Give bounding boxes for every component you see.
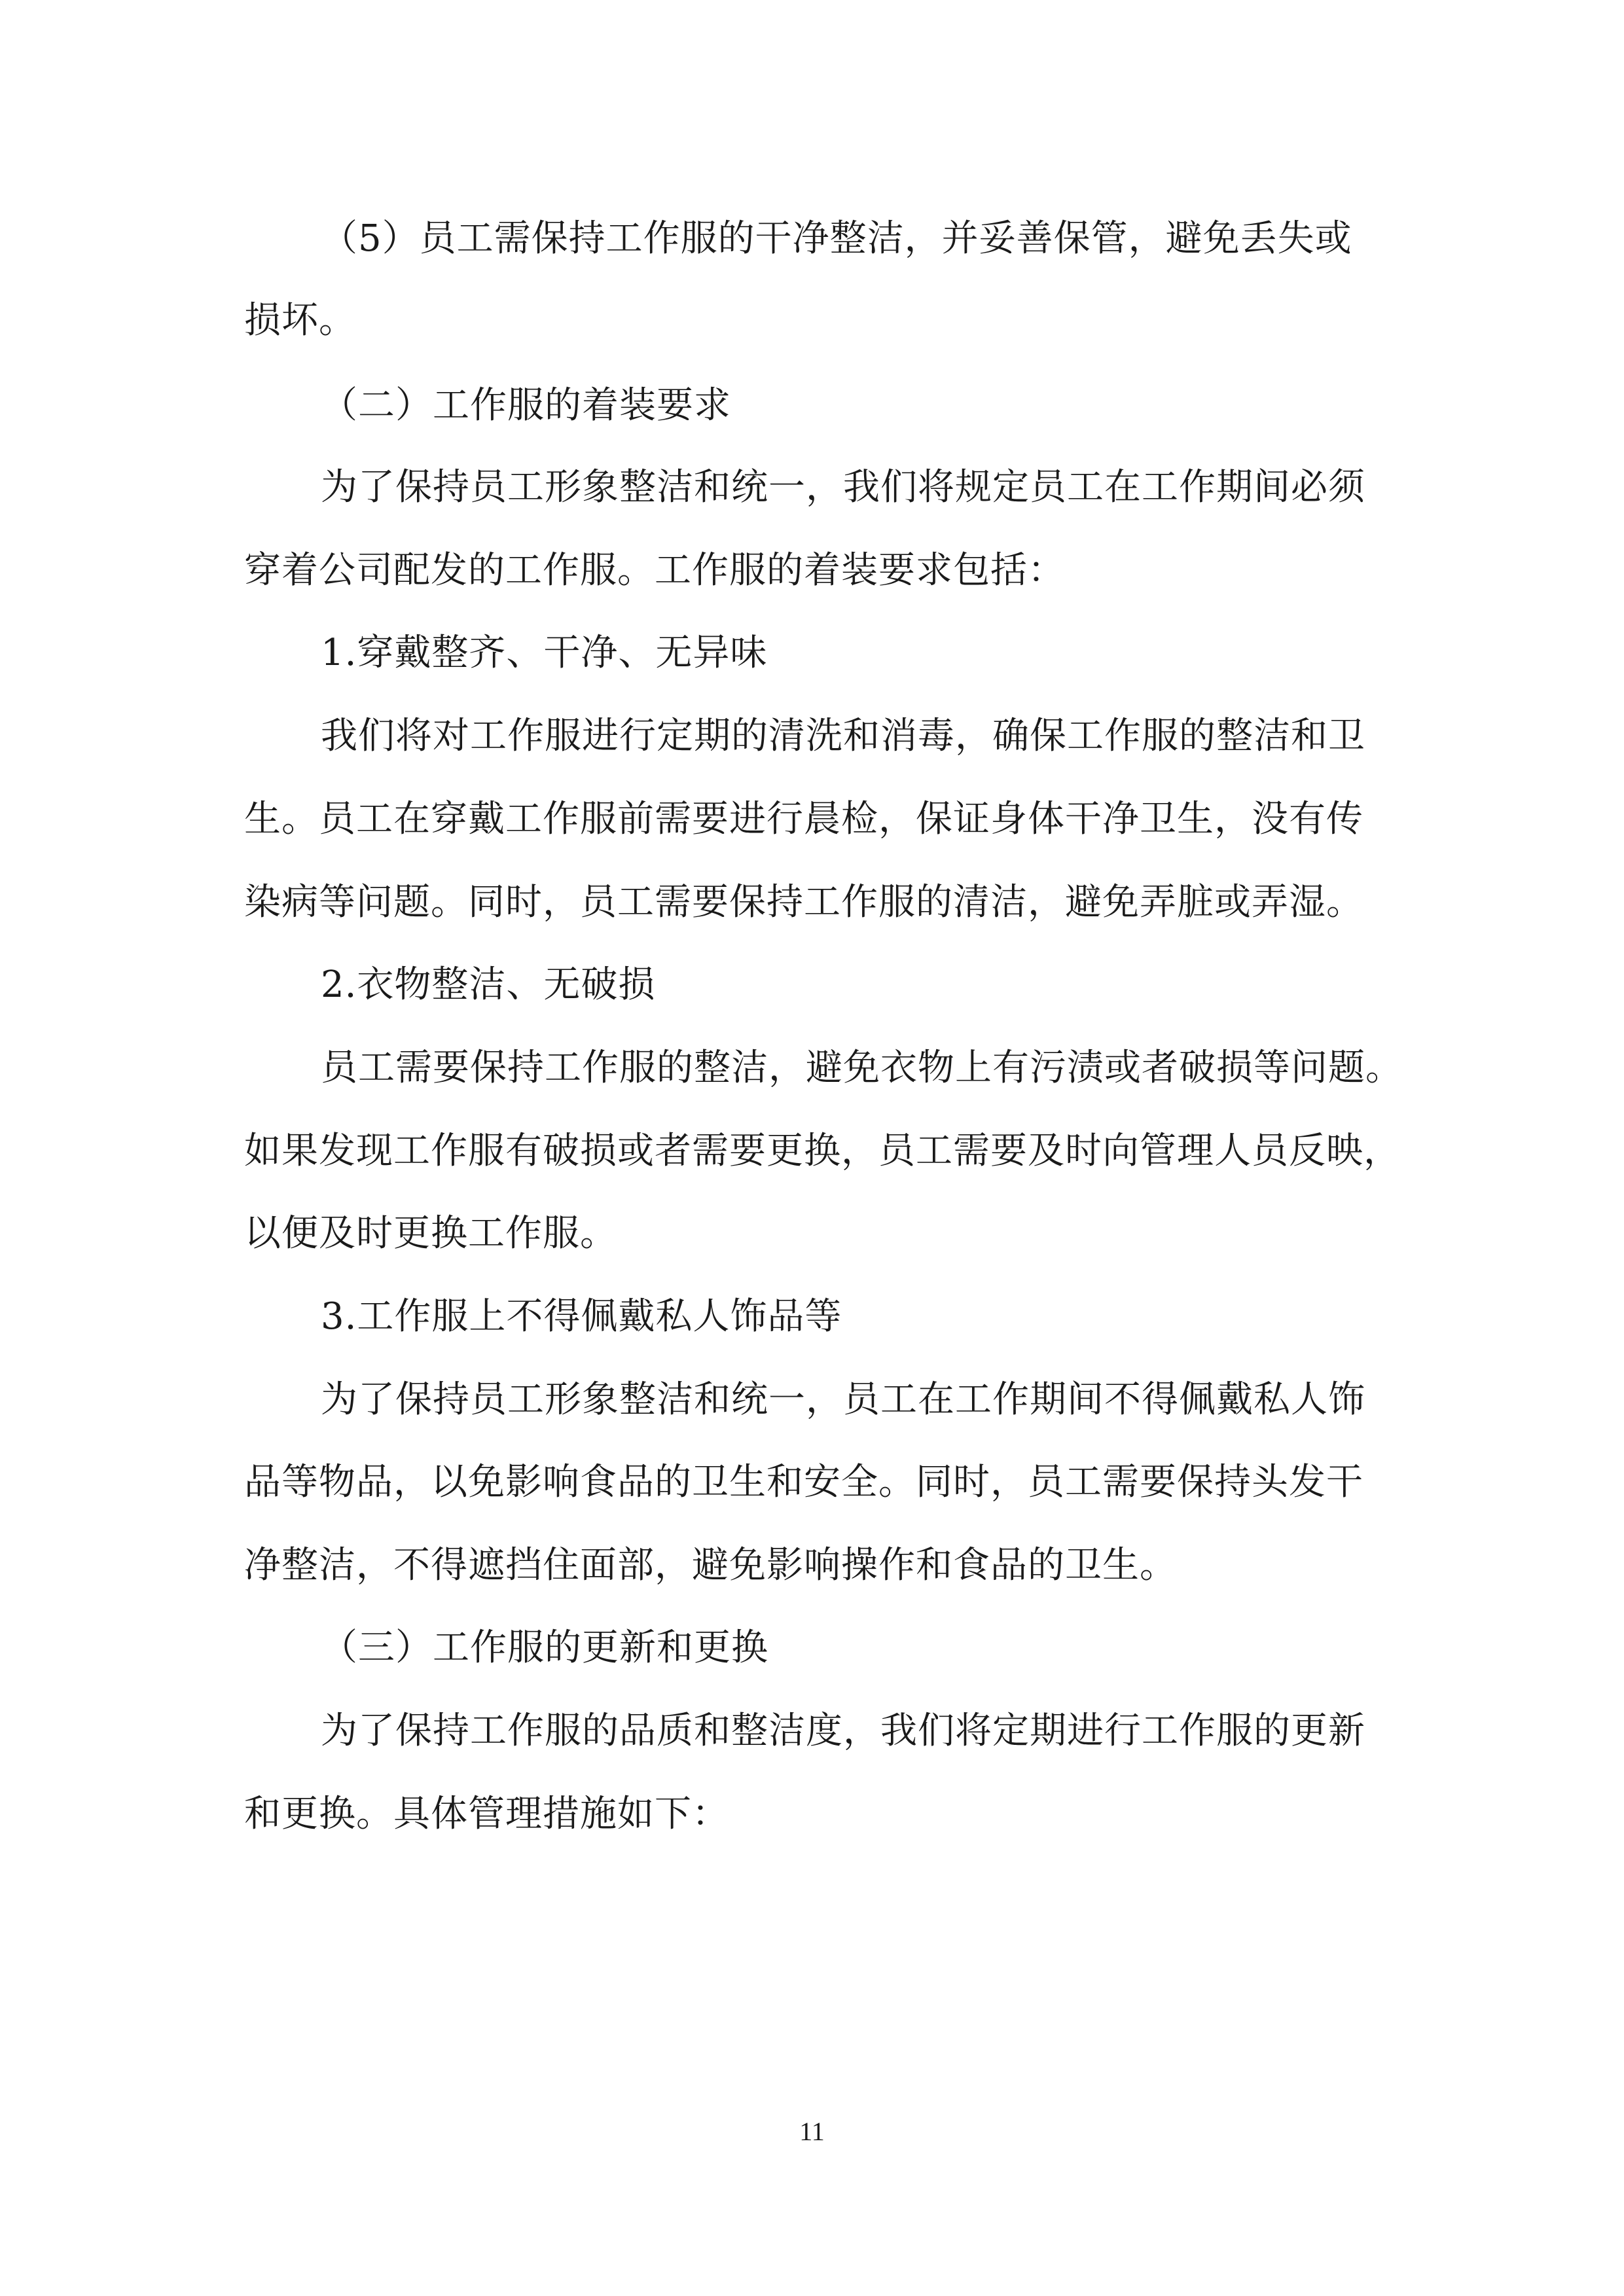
text-line: 损坏。 (244, 299, 356, 342)
list-item-heading: 2.衣物整洁、无破损 (321, 963, 656, 1006)
list-item-heading: 1.穿戴整齐、干净、无异味 (321, 632, 768, 674)
text-line: 生。员工在穿戴工作服前需要进行晨检，保证身体干净卫生，没有传 (244, 798, 1363, 840)
text-line: 穿着公司配发的工作服。工作服的着装要求包括： (244, 549, 1065, 592)
section-heading: （二）工作服的着装要求 (321, 384, 731, 427)
text-line: 员工需要保持工作服的整洁，避免衣物上有污渍或者破损等问题。 (321, 1047, 1403, 1089)
text-line: 品等物品，以免影响食品的卫生和安全。同时，员工需要保持头发干 (244, 1461, 1363, 1503)
text-line: （5）员工需保持工作服的干净整洁，并妥善保管，避免丢失或 (321, 217, 1352, 260)
page-number: 11 (799, 2117, 825, 2146)
text-line: 染病等问题。同时，员工需要保持工作服的清洁，避免弄脏或弄湿。 (244, 881, 1363, 924)
text-line: 和更换。具体管理措施如下： (244, 1793, 729, 1835)
text-line: 以便及时更换工作服。 (244, 1212, 617, 1255)
list-item-heading: 3.工作服上不得佩戴私人饰品等 (321, 1295, 842, 1338)
text-line: 为了保持员工形象整洁和统一，我们将规定员工在工作期间必须 (321, 466, 1365, 509)
text-line: 为了保持员工形象整洁和统一，员工在工作期间不得佩戴私人饰 (321, 1378, 1365, 1421)
section-heading: （三）工作服的更新和更换 (321, 1626, 768, 1669)
text-line: 我们将对工作服进行定期的清洗和消毒，确保工作服的整洁和卫 (321, 715, 1365, 757)
text-line: 净整洁，不得遮挡住面部，避免影响操作和食品的卫生。 (244, 1544, 1177, 1587)
text-line: 如果发现工作服有破损或者需要更换，员工需要及时向管理人员反映， (244, 1130, 1401, 1172)
text-line: 为了保持工作服的品质和整洁度，我们将定期进行工作服的更新 (321, 1710, 1365, 1752)
